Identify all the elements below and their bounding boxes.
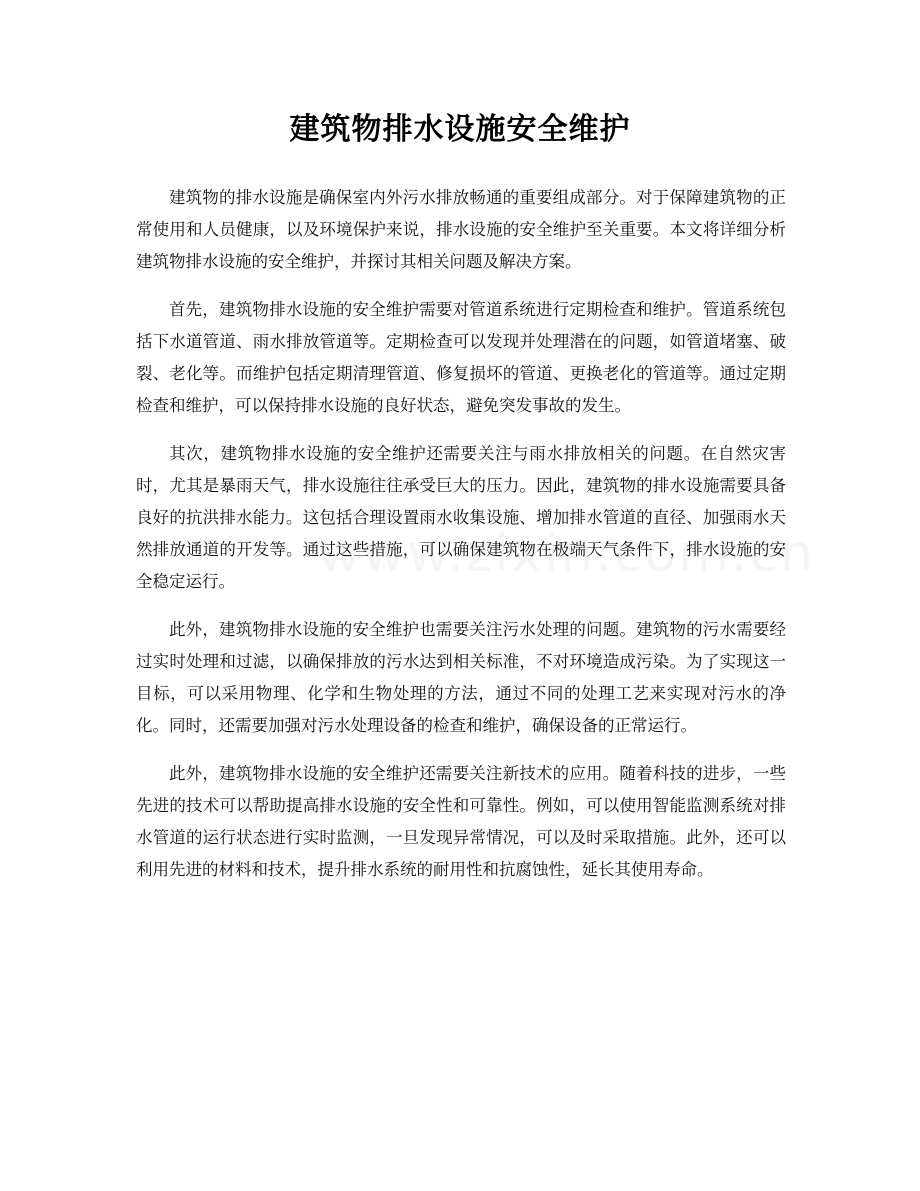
paragraph-4: 此外，建筑物排水设施的安全维护也需要关注污水处理的问题。建筑物的污水需要经过实时处理和过滤，以确保排放的污水达到相关标准，不对环境造成污染。为了实现这一目标，可以采用物理、化学和生物处理的方法，通过不同的处理工艺来实现对污水的净化。同时，还需要加强对污水处理设备的检查和维护，确保设备的正常运行。: [136, 620, 786, 735]
paragraph-1: 建筑物的排水设施是确保室内外污水排放畅通的重要组成部分。对于保障建筑物的正常使用和人员健康，以及环境保护来说，排水设施的安全维护至关重要。本文将详细分析建筑物排水设施的安全维护，并探讨其相关问题及解决方案。: [136, 188, 786, 271]
paragraph-2: 首先，建筑物排水设施的安全维护需要对管道系统进行定期检查和维护。管道系统包括下水道管道、雨水排放管道等。定期检查可以发现并处理潜在的问题，如管道堵塞、破裂、老化等。而维护包括定期清理管道、修复损坏的管道、更换老化的管道等。通过定期检查和维护，可以保持排水设施的良好状态，避免突发事故的发生。: [136, 300, 786, 415]
paragraph-5: 此外，建筑物排水设施的安全维护还需要关注新技术的应用。随着科技的进步，一些先进的技术可以帮助提高排水设施的安全性和可靠性。例如，可以使用智能监测系统对排水管道的运行状态进行实时监测，一旦发现异常情况，可以及时采取措施。此外，还可以利用先进的材料和技术，提升排水系统的耐用性和抗腐蚀性，延长其使用寿命。: [136, 764, 786, 879]
paragraph-3: 其次，建筑物排水设施的安全维护还需要关注与雨水排放相关的问题。在自然灾害时，尤其是暴雨天气，排水设施往往承受巨大的压力。因此，建筑物的排水设施需要具备良好的抗洪排水能力。这包括合理设置雨水收集设施、增加排水管道的直径、加强雨水天然排放通道的开发等。通过这些措施，可以确保建筑物在极端天气条件下，排水设施的安全稳定运行。: [136, 444, 786, 591]
document-title: 建筑物排水设施安全维护: [289, 112, 631, 147]
document-body: [136, 182, 786, 902]
